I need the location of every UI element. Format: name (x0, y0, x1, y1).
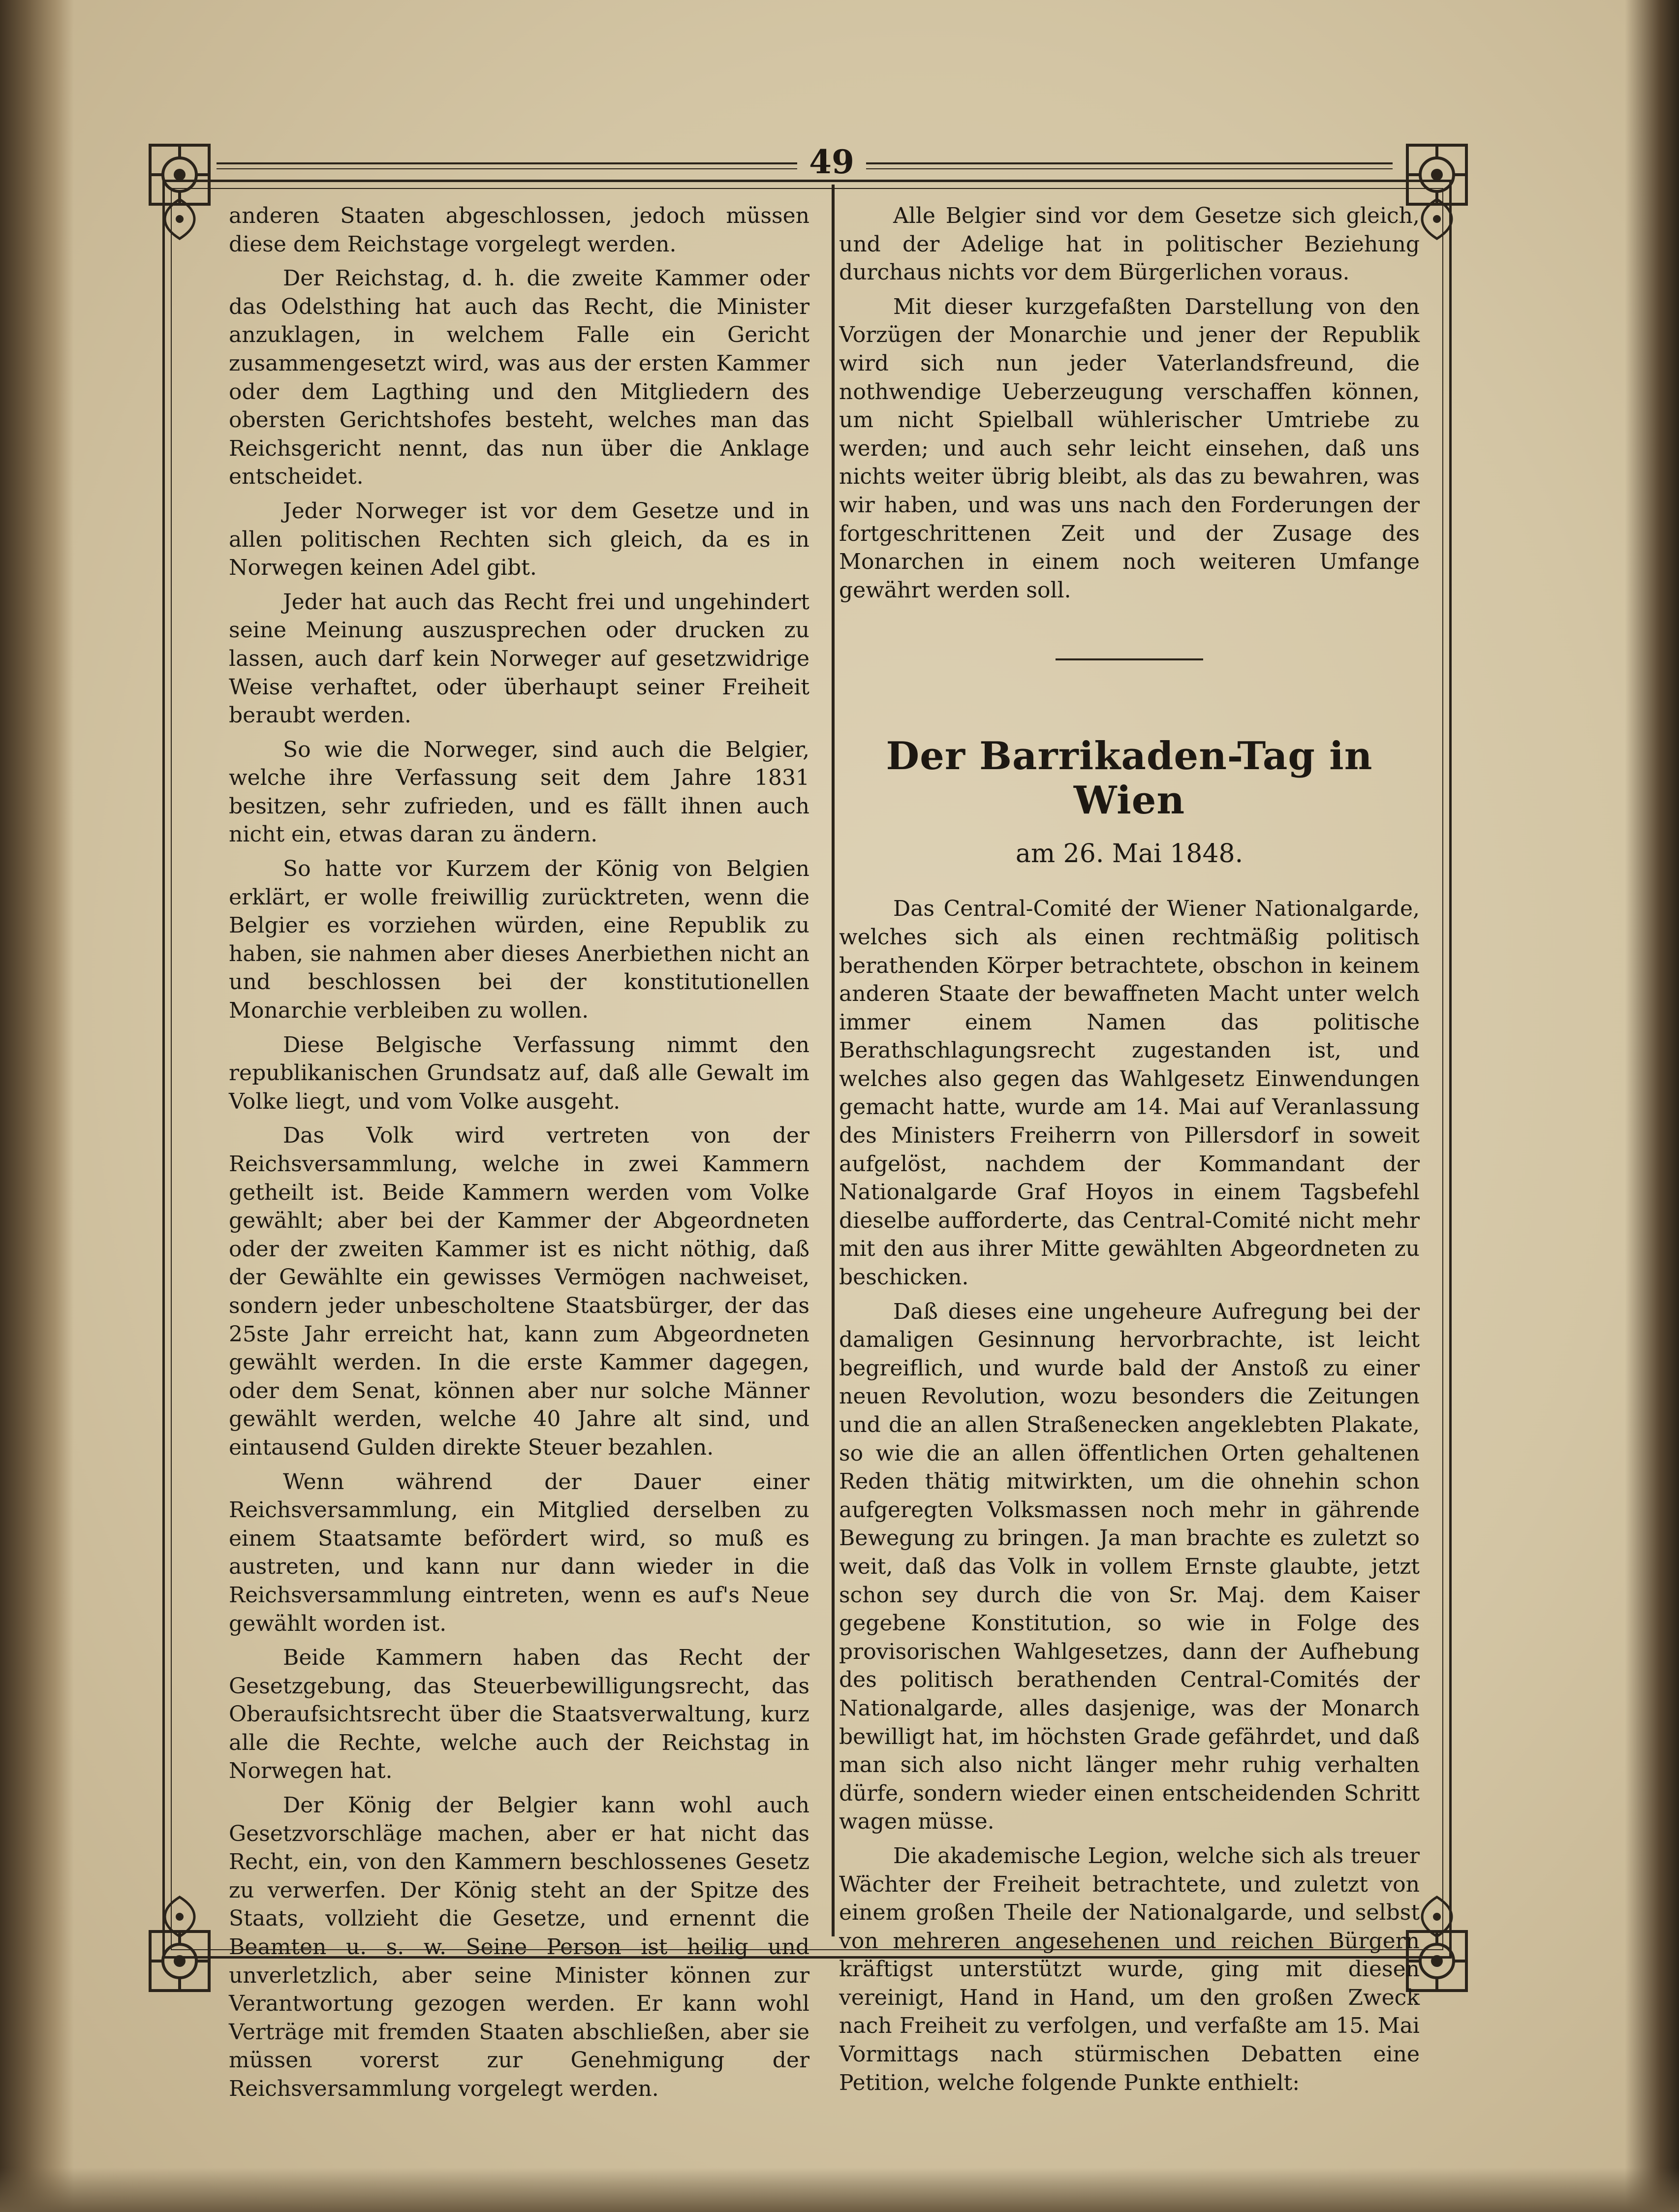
paragraph: Jeder hat auch das Recht frei und ungehindert seine Meinung auszusprechen oder drucken zu lassen, auch darf kein Norweger auf gesetzwidrige Weise verhaftet, oder überhaupt seiner Freiheit beraubt werden. (229, 589, 809, 728)
header-rule-right (866, 162, 1393, 169)
article-subtitle: am 26. Mai 1848. (1015, 839, 1244, 869)
paragraph: Daß dieses eine ungeheure Aufregung bei der damaligen Gesinnung hervorbrachte, ist leicht begreiflich, und wurde bald der Anstoß zu einer neuen Revolution, wozu besonders die Zeitungen und die an allen Straßenecken angeklebten Plakate, so wie die an allen öffentlichen Orten gehaltenen Reden thätig mitwirkten, um die ohnehin schon aufgeregten Volksmassen noch mehr in gährende Bewegung zu bringen. Ja man brachte es zuletzt so weit, daß das Volk in vollem Ernste glaubte, jetzt schon sey durch die von Sr. Maj. dem Kaiser gegebene Konstitution, so wie in Folge des provisorischen Wahlgesetzes, dann der Aufhebung des politisch berathenden Central-Comités der Nationalgarde, alles dasjenige, was der Monarch bewilligt hat, im höchsten Grade gefährdet, und daß man sich also nicht länger mehr ruhig verhalten dürfe, sondern wieder einen entscheidenden Schritt wagen müsse. (839, 1299, 1420, 1835)
paragraph: Das Volk wird vertreten von der Reichsversammlung, welche in zwei Kammern getheilt ist. Beide Kammern werden vom Volke gewählt; aber bei der Kammer der Abgeordneten oder der zweiten Kammer ist es nicht nöthig, daß der Gewählte ein gewisses Vermögen nachweiset, sondern jeder unbescholtene Staatsbürger, der das 25ste Jahr erreicht hat, kann zum Abgeordneten gewählt werden. In die erste Kammer dagegen, oder dem Senat, können aber nur solche Männer gewählt werden, welche 40 Jahre alt sind, und eintausend Gulden direkte Steuer bezahlen. (229, 1123, 809, 1460)
paragraph: So wie die Norweger, sind auch die Belgier, welche ihre Verfassung seit dem Jahre 1831 besitzen, sehr zufrieden, und es fällt ihnen auch nicht ein, etwas daran zu ändern. (229, 737, 809, 847)
paragraph: Das Central-Comité der Wiener Nationalgarde, welches sich als einen rechtmäßig politisch berathenden Körper betrachtete, obschon in keinem anderen Staate der bewaffneten Macht unter welch immer einem Namen das politische Berathschlagungsrecht zugestanden ist, und welches also gegen das Wahlgesetz Einwendungen gemacht hatte, wurde am 14. Mai auf Veranlassung des Ministers Freiherrn von Pillersdorf in soweit aufgelöst, nachdem der Kommandant der Nationalgarde Graf Hoyos in einem Tagsbefehl dieselbe aufforderte, das Central-Comité nicht mehr mit den aus ihrer Mitte gewählten Abgeordneten zu beschicken. (839, 896, 1420, 1290)
header-rule-left (217, 162, 797, 169)
book-spine-shadow (0, 0, 74, 2212)
paragraph: Der Reichstag, d. h. die zweite Kammer oder das Odelsthing hat auch das Recht, die Minister anzuklagen, in welchem Falle ein Gericht zusammengesetzt wird, was aus der ersten Kammer oder dem Lagthing und den Mitgliedern des obersten Gerichtshofes besteht, welches man das Reichsgericht nennt, das nun über die Anklage entscheidet. (229, 266, 809, 490)
ornament-side-icon (150, 1895, 209, 1939)
paragraph: Diese Belgische Verfassung nimmt den republikanischen Grundsatz auf, daß alle Gewalt im Volke liegt, und vom Volke ausgeht. (229, 1032, 809, 1114)
article-title: Der Barrikaden-Tag in Wien (886, 734, 1373, 823)
page-number: 49 (809, 143, 854, 181)
paragraph: Beide Kammern haben das Recht der Gesetzgebung, das Steuerbewilligungsrecht, das Oberaufsichtsrecht über die Staatsverwaltung, kurz alle die Rechte, welche auch der Reichstag in Norwegen hat. (229, 1645, 809, 1784)
paragraph: Jeder Norweger ist vor dem Gesetze und in allen politischen Rechten sich gleich, da es in Norwegen keinen Adel gibt. (229, 498, 809, 581)
left-column (229, 202, 809, 2109)
paragraph: So hatte vor Kurzem der König von Belgien erklärt, er wolle freiwillig zurücktreten, wenn die Belgier es vorziehen würden, eine Republik zu haben, sie nahmen aber dieses Anerbiethen nicht an und beschlossen bei der konstitutionellen Monarchie verbleiben zu wollen. (229, 856, 809, 1024)
paragraph: Wenn während der Dauer einer Reichsversammlung, ein Mitglied derselben zu einem Staatsamte befördert wird, so muß es austreten, und kann nur dann wieder in die Reichsversammlung eintreten, wenn es auf's Neue gewählt worden ist. (229, 1469, 809, 1636)
column-divider (832, 185, 835, 1936)
paragraph: Alle Belgier sind vor dem Gesetze sich gleich, und der Adelige hat in politischer Beziehung durchaus nichts vor dem Bürgerlichen voraus. (839, 203, 1420, 285)
page-bottom-shadow (0, 2168, 1679, 2212)
paragraph: Der König der Belgier kann wohl auch Gesetzvorschläge machen, aber er hat nicht das Recht, ein, von den Kammern beschlossenes Gesetz zu verwerfen. Der König steht an der Spitze des Staats, vollzieht die Gesetze, und ernennt die Beamten u. s. w. Seine Person ist heilig und unverletzlich, aber seine Minister können zur Verantwortung gezogen werden. Er kann wohl Verträge mit fremden Staaten abschließen, aber sie müssen vorerst zur Genehmigung der Reichsversammlung vorgelegt werden. (229, 1793, 809, 2101)
right-column (839, 202, 1420, 2103)
ornament-side-icon (150, 197, 209, 241)
paragraph: anderen Staaten abgeschlossen, jedoch müssen diese dem Reichstage vorgelegt werden. (229, 203, 809, 257)
paragraph: Mit dieser kurzgefaßten Darstellung von den Vorzügen der Monarchie und jener der Republik wird sich nun jeder Vaterlandsfreund, die nothwendige Ueberzeugung verschaffen können, um nicht Spielball wühlerischer Umtriebe zu werden; und auch sehr leicht einsehen, daß uns nichts weiter übrig bleibt, als das zu bewahren, was wir haben, und was uns nach den Forderungen der fortgeschrittenen Zeit und der Zusage des Monarchen in einem noch weiteren Umfange gewährt werden soll. (839, 294, 1420, 603)
section-divider (1056, 658, 1203, 660)
page-edge-shadow (1625, 0, 1679, 2212)
paragraph: Die akademische Legion, welche sich als treuer Wächter der Freiheit betrachtete, und zuletzt von einem großen Theile der Nationalgarde, und selbst von mehreren angesehenen und reichen Bürgern kräftigst unterstützt wurde, ging mit diesen vereinigt, Hand in Hand, um den großen Zweck nach Freiheit zu verfolgen, und verfaßte am 15. Mai Vormittags nach stürmischen Debatten eine Petition, welche folgende Punkte enthielt: (839, 1843, 1420, 2095)
